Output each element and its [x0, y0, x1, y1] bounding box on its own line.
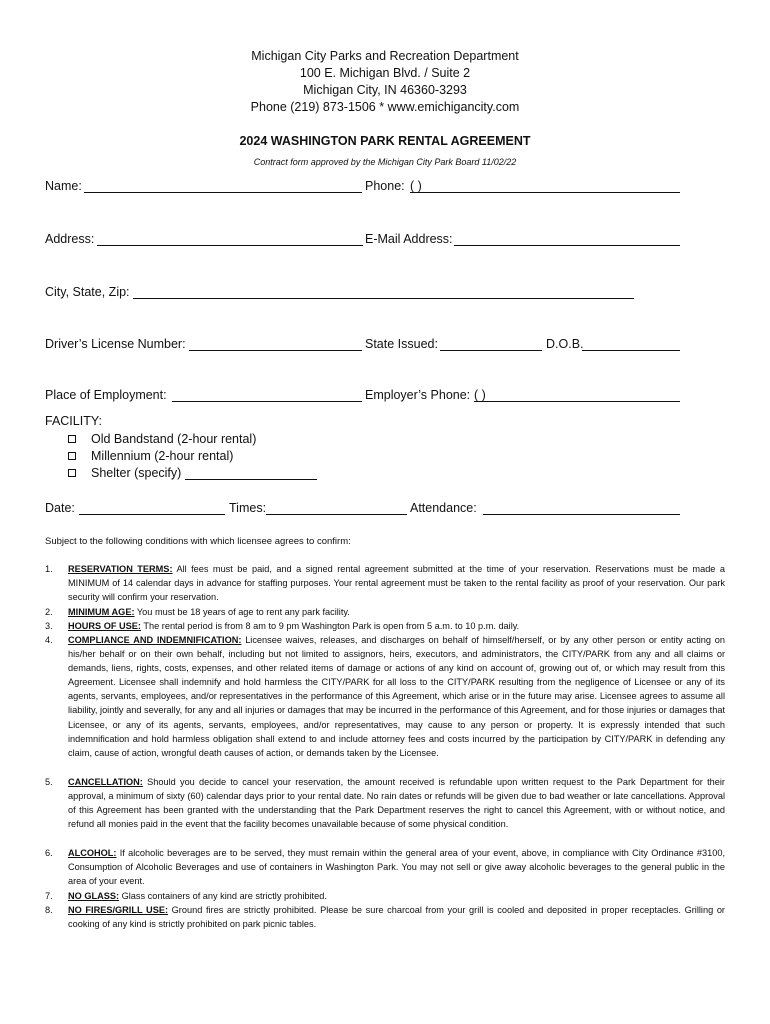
condition-heading: HOURS OF USE: — [68, 621, 141, 631]
employer-phone-label: Employer’s Phone: — [365, 388, 471, 402]
condition-text: Ground fires are strictly prohibited. Please be sure charcoal from your grill is cooled and deposited in proper receptacles. Grilling or cooking of any kind is strictly prohibited on park picnic tables. — [68, 905, 725, 930]
org-address-line1: 100 E. Michigan Blvd. / Suite 2 — [299, 66, 471, 80]
address-field[interactable] — [97, 245, 363, 246]
city-field[interactable] — [133, 298, 634, 299]
phone-area-code: ( ) — [410, 179, 422, 193]
facility-option-shelter: Shelter (specify) — [91, 466, 182, 480]
condition-text: The rental period is from 8 am to 9 pm Washington Park is open from 5 a.m. to 10 p.m. daily. — [141, 621, 520, 631]
condition-number: 8. — [45, 905, 53, 915]
city-label: City, State, Zip: — [45, 285, 130, 299]
license-field[interactable] — [189, 350, 362, 351]
condition-text: Should you decide to cancel your reservation, the amount received is refundable upon written request to the Park Department for their approval, a minimum of sixty (60) calendar days prior to your rental date. No rain dates or refunds will be given due to bad weather or late cancellations. Approval of this Agreement has been granted with the understanding that the Park Department reserves the right to cancel this Agreement, with or without notice, and refund all monies paid in the event that the facility becomes unavailable because of some physical condition. — [68, 777, 725, 830]
condition-number: 6. — [45, 848, 53, 858]
name-field[interactable] — [84, 192, 362, 193]
employer-phone-field[interactable] — [474, 401, 680, 402]
facility-option-old-bandstand: Old Bandstand (2-hour rental) — [91, 432, 257, 446]
employer-phone-area-code: ( ) — [474, 388, 486, 402]
checkbox-millennium[interactable] — [68, 452, 76, 460]
condition-heading: CANCELLATION: — [68, 777, 143, 787]
dob-label: D.O.B. — [546, 337, 584, 351]
name-label: Name: — [45, 179, 82, 193]
condition-heading: COMPLIANCE AND INDEMNIFICATION: — [68, 635, 242, 645]
conditions-intro: Subject to the following conditions with which licensee agrees to confirm: — [45, 536, 351, 547]
email-field[interactable] — [454, 245, 680, 246]
condition-item — [45, 903, 725, 931]
condition-item — [45, 562, 725, 604]
condition-item — [45, 633, 725, 760]
date-field[interactable] — [79, 514, 225, 515]
org-contact: Phone (219) 873-1506 * www.emichigancity.com — [250, 100, 520, 114]
condition-number: 7. — [45, 891, 53, 901]
condition-number: 5. — [45, 777, 53, 787]
dob-field[interactable] — [582, 350, 680, 351]
license-label: Driver’s License Number: — [45, 337, 186, 351]
condition-heading: RESERVATION TERMS: — [68, 564, 173, 574]
condition-heading: NO GLASS: — [68, 891, 120, 901]
condition-text: All fees must be paid, and a signed rental agreement submitted at the time of your reservation. Reservations must be made a MINIMUM of 14 calendar days in advance for staffing purposes. Your rental agreement must be taken to the rental facility as proof of your reservation. Our park security will confirm your reservation. — [68, 564, 725, 603]
condition-number: 1. — [45, 564, 53, 574]
shelter-specify-field[interactable] — [185, 479, 317, 480]
org-address-line2: Michigan City, IN 46360-3293 — [303, 83, 467, 97]
times-field[interactable] — [266, 514, 407, 515]
condition-item — [45, 846, 725, 888]
condition-number: 2. — [45, 607, 53, 617]
condition-number: 4. — [45, 635, 53, 645]
state-label: State Issued: — [365, 337, 438, 351]
address-label: Address: — [45, 232, 95, 246]
facility-label: FACILITY: — [45, 414, 102, 428]
condition-number: 3. — [45, 621, 53, 631]
checkbox-shelter[interactable] — [68, 469, 76, 477]
condition-heading: ALCOHOL: — [68, 848, 117, 858]
date-label: Date: — [45, 501, 75, 515]
condition-text: Glass containers of any kind are strictly prohibited. — [119, 891, 327, 901]
email-label: E-Mail Address: — [365, 232, 453, 246]
condition-heading: MINIMUM AGE: — [68, 607, 135, 617]
phone-label: Phone: — [365, 179, 405, 193]
condition-text: If alcoholic beverages are to be served, they must remain within the general area of your event, above, in compliance with City Ordinance #3100, Consumption of Alcoholic Beverages and use of containers in Washington Park. You may not sell or give away alcoholic beverages to the general public in the area of your event. — [68, 848, 725, 887]
condition-text: You must be 18 years of age to rent any park facility. — [134, 607, 350, 617]
condition-item — [45, 619, 725, 633]
times-label: Times: — [229, 501, 267, 515]
page-title: 2024 WASHINGTON PARK RENTAL AGREEMENT — [239, 134, 531, 148]
approval-note: Contract form approved by the Michigan City Park Board 11/02/22 — [253, 157, 517, 167]
condition-item — [45, 775, 725, 831]
employment-field[interactable] — [172, 401, 362, 402]
attendance-field[interactable] — [483, 514, 680, 515]
state-field[interactable] — [440, 350, 542, 351]
condition-heading: NO FIRES/GRILL USE: — [68, 905, 169, 915]
condition-item — [45, 889, 725, 903]
facility-option-millennium: Millennium (2-hour rental) — [91, 449, 234, 463]
condition-text: Licensee waives, releases, and discharges on behalf of himself/herself, or by any other person or entity acting on his/her behalf or on their own behalf, including but not limited to assignors, heirs, executors, and administrators, the CITY/PARK from any and all claims or demands, liens, rights, costs, expenses, and other related items of damage or actions of any kind on account of, growing out of, or which may result from this Agreement. Licensee shall indemnify and hold harmless the CITY/PARK for all loss to the CITY/PARK resulting from the negligence of Licensee or any of its agents, servants, employees, and/or representatives in the performance of this Agreement, which arise or in the future may arise. Licensee agrees to assume all liability, jointly and severally, for any and all injuries or damages that may be incurred in the performance of this Agreement, and for those injuries or damages that Licensee, or any of its agents, servants, employees, and/or representatives, may cause to any person or property. It is expressly intended that such indemnification and hold harmless obligation shall extend to and include attorney fees and costs incurred by the participation by CITY/PARK in defending any claim, cause of action, wrongful death causes of action, or demands taken by the Licensee. — [68, 635, 725, 758]
checkbox-old-bandstand[interactable] — [68, 435, 76, 443]
condition-item — [45, 605, 725, 619]
org-name: Michigan City Parks and Recreation Department — [251, 49, 519, 63]
employment-label: Place of Employment: — [45, 388, 167, 402]
attendance-label: Attendance: — [410, 501, 477, 515]
phone-field[interactable] — [410, 192, 680, 193]
